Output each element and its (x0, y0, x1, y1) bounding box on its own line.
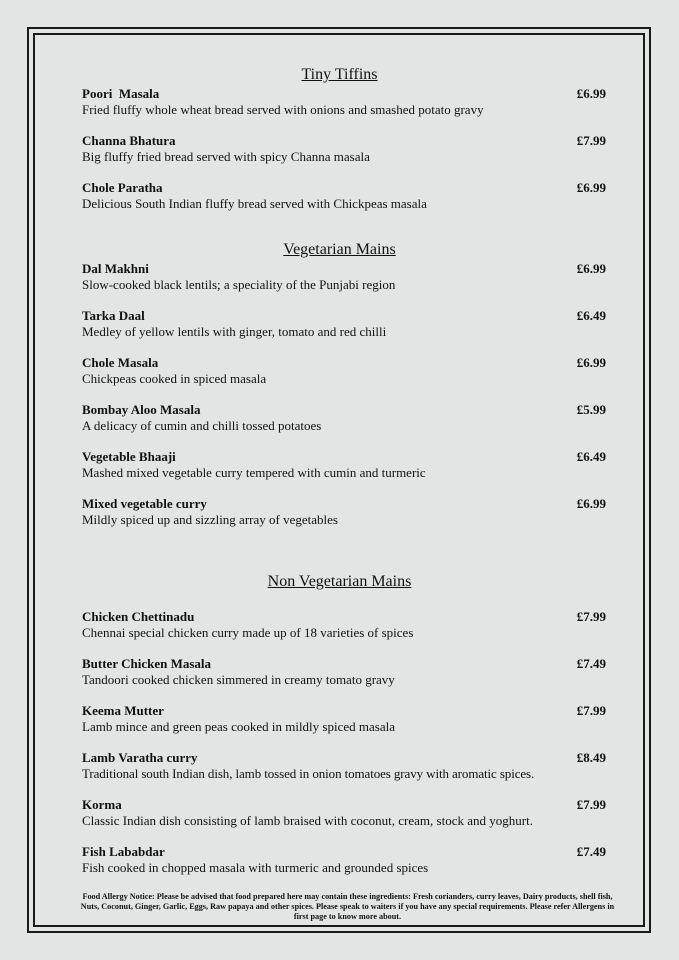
menu-item (82, 402, 608, 434)
item-name: Fish Lababdar (82, 844, 165, 859)
item-price: £6.99 (576, 355, 606, 370)
item-name: Tarka Daal (82, 308, 145, 323)
item-price: £6.49 (576, 308, 606, 323)
menu-item (82, 180, 608, 212)
item-price: £8.49 (576, 750, 606, 765)
item-price: £5.99 (576, 402, 606, 417)
item-name: Poori Masala (82, 86, 160, 101)
item-price: £7.49 (576, 844, 606, 859)
item-description: Tandoori cooked chicken simmered in creamy tomato gravy (82, 672, 395, 687)
menu-item (82, 797, 608, 829)
menu-item (82, 496, 608, 528)
item-price: £6.99 (576, 86, 606, 101)
item-price: £7.99 (576, 609, 606, 624)
menu-item (82, 355, 608, 387)
item-name: Keema Mutter (82, 703, 164, 718)
item-description: Chennai special chicken curry made up of 18 varieties of spices (82, 625, 414, 640)
item-description: Chickpeas cooked in spiced masala (82, 371, 267, 386)
allergy-notice: Food Allergy Notice: Please be advised that food prepared here may contain these ingredients: Fresh corianders, curry leaves, Dairy products, shell fish, Nuts, Coconut, Ginger, Garlic, Eggs, Raw papaya and other spices. Please speak to waiters if you have any special requirements. Please refer Allergens in first page to know more about. (80, 892, 615, 921)
menu-item (82, 449, 608, 481)
menu-item (82, 844, 608, 876)
item-price: £7.99 (576, 133, 606, 148)
menu-item (82, 609, 608, 641)
item-description: Fried fluffy whole wheat bread served with onions and smashed potato gravy (82, 102, 484, 117)
menu-item (82, 86, 608, 118)
item-name: Chole Masala (82, 355, 159, 370)
item-name: Korma (82, 797, 122, 812)
item-description: Medley of yellow lentils with ginger, tomato and red chilli (82, 324, 387, 339)
section-title-tiny-tiffins: Tiny Tiffins (301, 66, 378, 83)
item-description: Fish cooked in chopped masala with turmeric and grounded spices (82, 860, 429, 875)
item-description: Mashed mixed vegetable curry tempered with cumin and turmeric (82, 465, 426, 480)
item-name: Chicken Chettinadu (82, 609, 195, 624)
item-description: Lamb mince and green peas cooked in mildly spiced masala (82, 719, 395, 734)
section-title-vegetarian-mains: Vegetarian Mains (283, 241, 396, 258)
item-description: Delicious South Indian fluffy bread served with Chickpeas masala (82, 196, 427, 211)
item-description: Traditional south Indian dish, lamb tossed in onion tomatoes gravy with aromatic spices. (82, 766, 535, 781)
item-name: Bombay Aloo Masala (82, 402, 201, 417)
item-price: £7.99 (576, 797, 606, 812)
item-name: Vegetable Bhaaji (82, 449, 176, 464)
item-name: Chole Paratha (82, 180, 163, 195)
item-description: Mildly spiced up and sizzling array of vegetables (82, 512, 338, 527)
item-name: Mixed vegetable curry (82, 496, 207, 511)
item-description: Big fluffy fried bread served with spicy Channa masala (82, 149, 370, 164)
item-price: £6.99 (576, 261, 606, 276)
item-price: £6.49 (576, 449, 606, 464)
item-description: Classic Indian dish consisting of lamb braised with coconut, cream, stock and yoghurt. (82, 813, 533, 828)
section-title-non-vegetarian-mains: Non Vegetarian Mains (267, 573, 412, 590)
item-price: £7.49 (576, 656, 606, 671)
item-price: £6.99 (576, 180, 606, 195)
menu-item (82, 750, 608, 782)
menu-item (82, 656, 608, 688)
item-description: Slow-cooked black lentils; a speciality of the Punjabi region (82, 277, 396, 292)
item-price: £6.99 (576, 496, 606, 511)
item-name: Channa Bhatura (82, 133, 176, 148)
item-description: A delicacy of cumin and chilli tossed potatoes (82, 418, 322, 433)
menu-item (82, 261, 608, 293)
item-name: Dal Makhni (82, 261, 149, 276)
item-name: Butter Chicken Masala (82, 656, 212, 671)
menu-item (82, 703, 608, 735)
item-name: Lamb Varatha curry (82, 750, 198, 765)
menu-item (82, 308, 608, 340)
item-price: £7.99 (576, 703, 606, 718)
menu-item (82, 133, 608, 165)
